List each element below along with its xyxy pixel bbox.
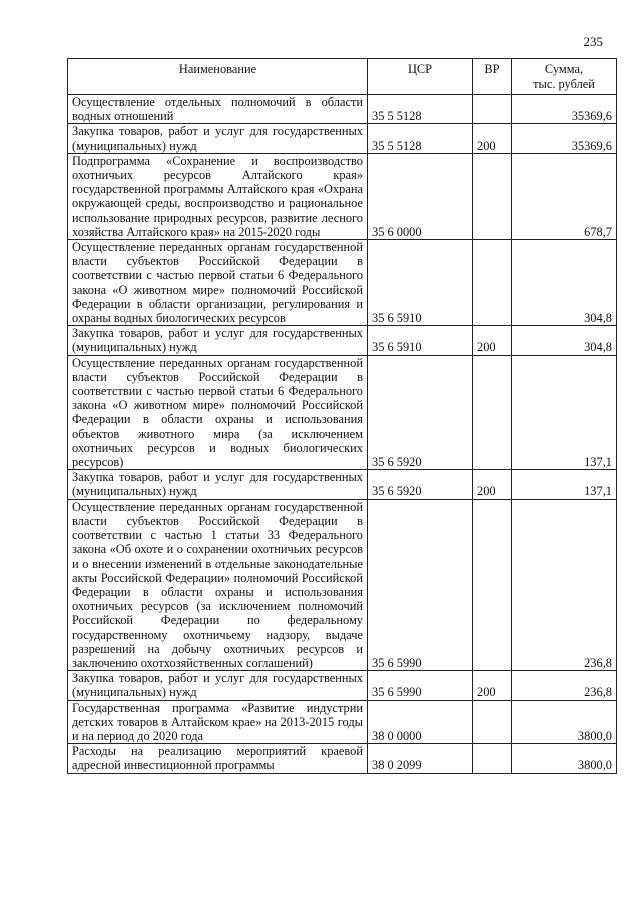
row-vr	[473, 499, 512, 670]
row-csr: 35 6 0000	[368, 153, 473, 239]
page-number: 235	[583, 34, 603, 49]
table-header-row	[68, 59, 617, 95]
row-csr: 35 6 5920	[368, 470, 473, 499]
header-sum-line2: тыс. рублей	[533, 77, 595, 91]
row-name: Закупка товаров, работ и услуг для государственных (муниципальных) нужд	[68, 470, 368, 499]
row-name: Осуществление переданных органам государственной власти субъектов Российской Федерации в соответствии с частью первой статьи 6 Федерального закона «О животном мире» полномочий Российской Федерации в области охраны и использования объектов животного мира (за исключением охотничьих ресурсов и водных биологических ресурсов)	[68, 355, 368, 470]
row-vr: 200	[473, 326, 512, 355]
table-row	[68, 95, 617, 124]
row-name: Закупка товаров, работ и услуг для государственных (муниципальных) нужд	[68, 671, 368, 700]
table-row	[68, 470, 617, 499]
row-name: Закупка товаров, работ и услуг для государственных (муниципальных) нужд	[68, 124, 368, 153]
row-vr	[473, 95, 512, 124]
row-vr: 200	[473, 671, 512, 700]
row-csr: 35 6 5910	[368, 326, 473, 355]
table-row	[68, 499, 617, 670]
row-name: Осуществление переданных органам государственной власти субъектов Российской Федерации в соответствии с частью 1 статьи 33 Федерального закона «Об охоте и о сохранении охотничьих ресурсов и о внесении изменений в отдельные законодательные акты Российской Федерации» полномочий Российской Федерации в области охраны и использования охотничьих ресурсов (за исключением полномочий Российской Федерации по федеральному государственному охотничьему надзору, выдаче разрешений на добычу охотничьих ресурсов и заключению охотхозяйственных соглашений)	[68, 499, 368, 670]
row-name: Подпрограмма «Сохранение и воспроизводство охотничьих ресурсов Алтайского края» государственной программы Алтайского края «Охрана окружающей среды, воспроизводство и рациональное использование природных ресурсов, развитие лесного хозяйства Алтайского края» на 2015-2020 годы	[68, 153, 368, 239]
row-sum: 35369,6	[512, 95, 617, 124]
row-sum: 137,1	[512, 355, 617, 470]
table-row	[68, 700, 617, 744]
row-csr: 35 6 5990	[368, 671, 473, 700]
row-csr: 35 5 5128	[368, 124, 473, 153]
row-csr: 38 0 0000	[368, 700, 473, 744]
row-sum: 3800,0	[512, 744, 617, 773]
table-row	[68, 240, 617, 326]
row-vr	[473, 700, 512, 744]
row-name: Расходы на реализацию мероприятий краевой адресной инвестиционной программы	[68, 744, 368, 773]
table-row	[68, 124, 617, 153]
row-csr: 38 0 2099	[368, 744, 473, 773]
table-row	[68, 153, 617, 239]
row-sum: 678,7	[512, 153, 617, 239]
row-name: Государственная программа «Развитие индустрии детских товаров в Алтайском крае» на 2013-2015 годы и на период до 2020 года	[68, 700, 368, 744]
row-vr	[473, 355, 512, 470]
table-row	[68, 744, 617, 773]
row-csr: 35 6 5920	[368, 355, 473, 470]
row-name: Осуществление переданных органам государственной власти субъектов Российской Федерации в соответствии с частью первой статьи 6 Федерального закона «О животном мире» полномочий Российской Федерации в области организации, регулирования и охраны водных биологических ресурсов	[68, 240, 368, 326]
row-csr: 35 6 5910	[368, 240, 473, 326]
row-sum: 304,8	[512, 240, 617, 326]
header-sum	[512, 59, 617, 95]
row-sum: 137,1	[512, 470, 617, 499]
row-vr: 200	[473, 470, 512, 499]
row-sum: 304,8	[512, 326, 617, 355]
table-row	[68, 671, 617, 700]
header-csr: ЦСР	[368, 59, 473, 95]
row-vr	[473, 744, 512, 773]
row-vr	[473, 240, 512, 326]
header-name: Наименование	[68, 59, 368, 95]
row-sum: 236,8	[512, 671, 617, 700]
budget-table	[67, 58, 617, 774]
row-sum: 3800,0	[512, 700, 617, 744]
table-row	[68, 355, 617, 470]
row-sum: 35369,6	[512, 124, 617, 153]
table-row	[68, 326, 617, 355]
row-name: Осуществление отдельных полномочий в области водных отношений	[68, 95, 368, 124]
row-csr: 35 6 5990	[368, 499, 473, 670]
row-vr	[473, 153, 512, 239]
row-name: Закупка товаров, работ и услуг для государственных (муниципальных) нужд	[68, 326, 368, 355]
row-sum: 236,8	[512, 499, 617, 670]
row-csr: 35 5 5128	[368, 95, 473, 124]
header-sum-line1: Сумма,	[544, 62, 584, 76]
row-vr: 200	[473, 124, 512, 153]
header-vr: ВР	[473, 59, 512, 95]
